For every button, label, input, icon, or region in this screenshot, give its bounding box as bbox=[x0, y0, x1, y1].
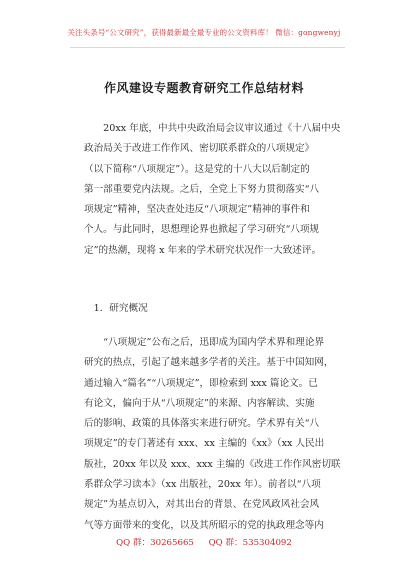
paragraph-line: 后的影响、政策的具体落实来进行研究。学术界有关“八 bbox=[84, 418, 320, 430]
paragraph-line: 系群众学习读本》（xx 出版社，20xx 年）。前者以“八项 bbox=[84, 479, 321, 491]
paragraph-line: 政治局关于改进工作作风、密切联系群众的八项规定》 bbox=[84, 143, 315, 155]
paragraph-line: 20xx 年底，中共中央政治局会议审议通过《十八届中央 bbox=[84, 123, 341, 134]
paragraph-line: 版社，20xx 年以及 xxx、xxx 主编的《改进工作作风密切联 bbox=[84, 458, 341, 470]
qq-group-2: QQ 群：535304092 bbox=[208, 538, 292, 548]
paragraph-line: “八项规定”公布之后，迅即成为国内学术界和理论界 bbox=[84, 337, 325, 348]
paragraph-line: 气等方面带来的变化，以及其所昭示的党的执政理念等内 bbox=[84, 519, 324, 531]
paragraph-line: 项规定”精神，坚决查处违反“八项规定”精神的事件和 bbox=[84, 204, 310, 216]
header-banner: 关注头条号“公文研究”，获得最新最全最专业的公文资料库！ 微信：gongwenyj bbox=[67, 28, 341, 37]
document-title: 作风建设专题教育研究工作总结材料 bbox=[103, 81, 304, 95]
footer-contact bbox=[0, 536, 408, 548]
paragraph-line: 个人。与此同时，思想理论界也掀起了学习研究“八项规 bbox=[84, 224, 320, 236]
paragraph-intro bbox=[84, 119, 341, 261]
paragraph-line: 通过输入“篇名”“八项规定”，即检索到 xxx 篇论文。已 bbox=[84, 377, 318, 389]
paragraph-overview bbox=[84, 333, 341, 536]
paragraph-line: 研究的热点，引起了越来越多学者的关注。基于中国知网， bbox=[84, 357, 334, 369]
paragraph-line: 有论文，偏向于从“八项规定”的来源、内容解读、实施 bbox=[84, 397, 315, 409]
paragraph-line: 项规定”的专门著述有 xxx、xx 主编的《xx》（xx 人民出 bbox=[84, 438, 325, 450]
paragraph-line: 定”的热潮，现将 x 年来的学术研究状况作一大致述评。 bbox=[84, 244, 322, 256]
section-heading: 1．研究概况 bbox=[84, 303, 148, 314]
paragraph-line: 第一部重要党内法规。之后，全党上下努力贯彻落实“八 bbox=[84, 183, 320, 195]
paragraph-line: （以下简称“八项规定”）。这是党的十八大以后制定的 bbox=[84, 163, 310, 175]
paragraph-line: 规定”为基点切入，对其出台的背景、在党风政风社会风 bbox=[84, 499, 320, 511]
qq-group-1: QQ 群：30265665 bbox=[116, 538, 194, 548]
header-divider bbox=[70, 47, 345, 48]
